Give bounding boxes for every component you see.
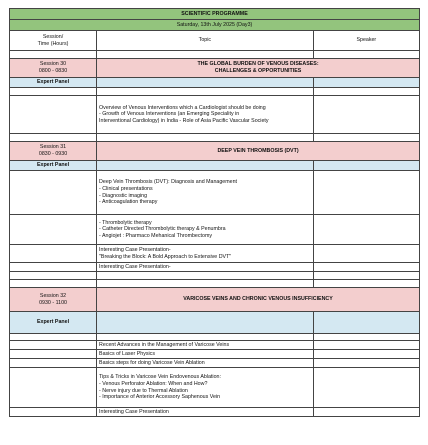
speaker-column-header: Speaker bbox=[313, 31, 419, 51]
session-time: 0800 - 0830 bbox=[38, 68, 68, 74]
topic-cell bbox=[97, 96, 314, 134]
topic-row bbox=[10, 341, 420, 350]
session-row bbox=[10, 142, 420, 161]
topic-cell bbox=[97, 215, 314, 245]
expert-panel-row bbox=[10, 161, 420, 171]
session-name: Session 30 bbox=[39, 61, 67, 68]
topic-cell bbox=[97, 368, 314, 408]
session-column-header bbox=[10, 31, 97, 51]
programme-table bbox=[9, 8, 420, 417]
expert-panel-label: Expert Panel bbox=[10, 161, 97, 171]
topic-row bbox=[10, 408, 420, 417]
topic-line: - Growth of Venous Interventions (an Emerging Speciality in bbox=[99, 111, 240, 118]
session-header-line: Session/ bbox=[42, 33, 64, 40]
programme-title: SCIENTIFIC PROGRAMME bbox=[10, 9, 420, 20]
topic-column-header: Topic bbox=[97, 31, 314, 51]
session-label bbox=[10, 288, 97, 312]
session-row bbox=[10, 59, 420, 78]
topic-line: - Diagnostic imaging bbox=[99, 192, 148, 199]
speaker-cell bbox=[313, 350, 419, 359]
time-header-line: Time (Hours) bbox=[37, 40, 69, 47]
speaker-cell bbox=[313, 245, 419, 263]
topic-line: Overview of Venous Interventions which a Cardiologist should be doing bbox=[99, 104, 266, 111]
topic-row bbox=[10, 368, 420, 408]
topic-line: - Venous Perforator Ablation: When and How? bbox=[99, 380, 208, 387]
topic-line: - Thrombolytic therapy bbox=[99, 219, 152, 226]
speaker-cell bbox=[313, 408, 419, 417]
topic-cell: Basics of Laser Physics bbox=[97, 350, 314, 359]
topic-row bbox=[10, 96, 420, 134]
topic-line: "Breaking the Block: A Bold Approach to Extensive DVT" bbox=[99, 253, 232, 260]
session-label bbox=[10, 142, 97, 161]
date-row bbox=[10, 20, 420, 31]
topic-line: Tips & Tricks in Varicose Vein Endovenous Ablation: bbox=[99, 374, 221, 381]
topic-row bbox=[10, 359, 420, 368]
spacer-row bbox=[10, 51, 420, 59]
session-time: 0830 - 0930 bbox=[38, 151, 68, 157]
expert-panel-label: Expert Panel bbox=[10, 78, 97, 88]
topic-cell: Interesting Case Presentation bbox=[97, 408, 314, 417]
session-label bbox=[10, 59, 97, 78]
expert-panel-row bbox=[10, 78, 420, 88]
topic-row bbox=[10, 245, 420, 263]
topic-cell: Basics steps for doing Varicose Vein Ablation bbox=[97, 359, 314, 368]
speaker-cell bbox=[313, 171, 419, 215]
topic-line: Interventional Cardiology) in India - Role of Asia Pacific Vascular Society bbox=[99, 117, 269, 124]
speaker-cell bbox=[313, 341, 419, 350]
speaker-cell bbox=[313, 215, 419, 245]
session-row bbox=[10, 288, 420, 312]
speaker-cell bbox=[313, 96, 419, 134]
topic-row bbox=[10, 215, 420, 245]
expert-panel-label: Expert Panel bbox=[10, 312, 97, 334]
topic-row bbox=[10, 263, 420, 272]
title-row bbox=[10, 9, 420, 20]
topic-line: Interesting Case Presentation- bbox=[99, 246, 171, 253]
topic-line: - Nerve injury due to Thermal Ablation bbox=[99, 387, 188, 394]
speaker-cell bbox=[313, 359, 419, 368]
expert-panel-row bbox=[10, 312, 420, 334]
heading-line: CHALLENGES & OPPORTUNITIES bbox=[214, 68, 302, 74]
topic-line: Deep Vein Thrombosis (DVT): Diagnosis and Management bbox=[99, 179, 238, 186]
column-header-row bbox=[10, 31, 420, 51]
speaker-cell bbox=[313, 263, 419, 272]
topic-line: - Importance of Anterior Accessory Saphenous Vein bbox=[99, 394, 221, 401]
topic-cell: Recent Advances in the Management of Varicose Veins bbox=[97, 341, 314, 350]
topic-line: - Catheter Directed Thrombolytic therapy & Penumbra bbox=[99, 226, 226, 233]
session-heading bbox=[97, 59, 420, 78]
topic-line: - Clinical presentations bbox=[99, 185, 153, 192]
session-time: 0930 - 1100 bbox=[39, 299, 67, 306]
topic-cell: Interesting Case Presentation- bbox=[97, 263, 314, 272]
topic-row bbox=[10, 171, 420, 215]
topic-line: - Angiojet : Pharmaco Mehanical Thrombectomy bbox=[99, 232, 213, 239]
session-name: Session 31 bbox=[39, 144, 67, 151]
topic-line: - Anticoagulation therapy bbox=[99, 199, 158, 206]
heading-line: THE GLOBAL BURDEN OF VENOUS DISEASES: bbox=[197, 61, 319, 68]
session-name: Session 32 bbox=[39, 292, 67, 299]
speaker-cell bbox=[313, 368, 419, 408]
programme-date: Saturday, 13th July 2025 (Day3) bbox=[10, 20, 420, 31]
topic-row bbox=[10, 350, 420, 359]
session-heading: DEEP VEIN THROMBOSIS (DVT) bbox=[97, 142, 420, 161]
topic-cell bbox=[97, 245, 314, 263]
session-heading: VARICOSE VEINS AND CHRONIC VENOUS INSUFFICIENCY bbox=[97, 288, 420, 312]
topic-cell bbox=[97, 171, 314, 215]
